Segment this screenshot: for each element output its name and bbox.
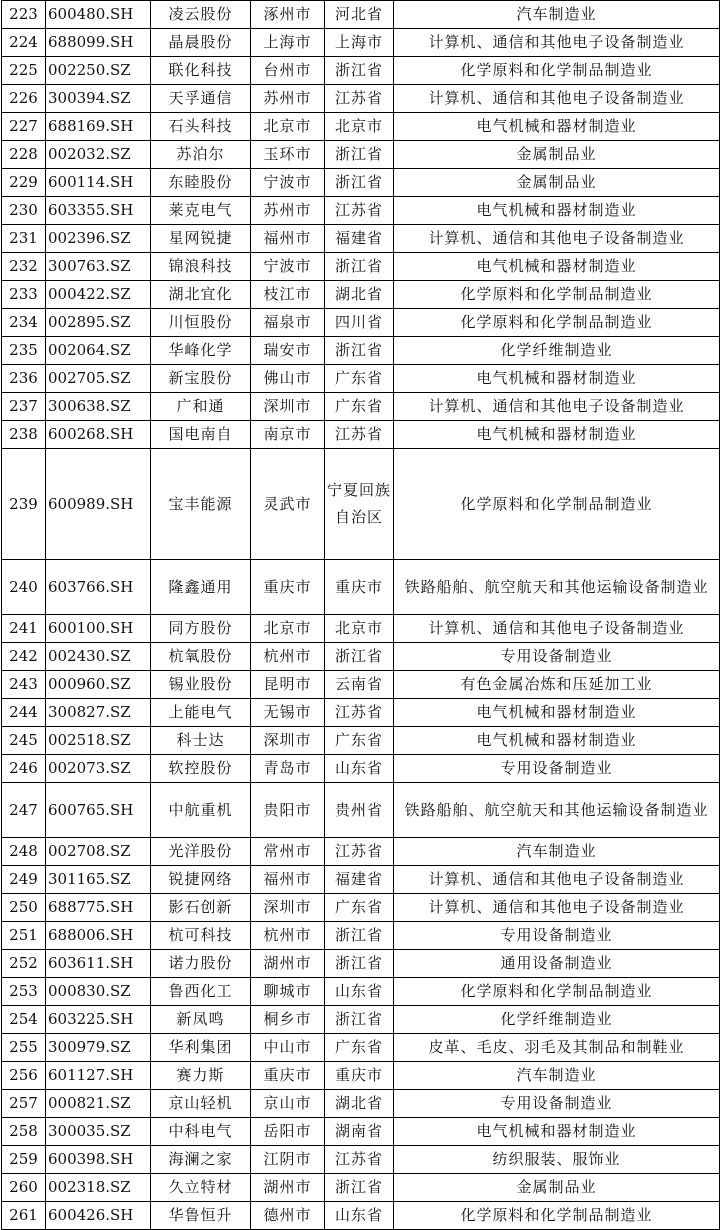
row-number: 233 [2,281,46,309]
province: 江苏省 [325,699,394,727]
table-row [2,783,720,838]
company-name: 同方股份 [151,615,251,643]
province: 江苏省 [325,197,394,225]
stock-code: 002705.SZ [46,365,151,393]
province: 浙江省 [325,1174,394,1202]
city: 深圳市 [251,894,325,922]
table-row [2,838,720,866]
stock-code: 688169.SH [46,113,151,141]
row-number: 234 [2,309,46,337]
company-name: 海澜之家 [151,1146,251,1174]
table-row [2,699,720,727]
stock-code: 002895.SZ [46,309,151,337]
row-number: 230 [2,197,46,225]
table-row [2,894,720,922]
city: 南京市 [251,421,325,449]
province: 江苏省 [325,85,394,113]
province: 北京市 [325,615,394,643]
company-name: 杭氧股份 [151,643,251,671]
industry: 皮革、毛皮、羽毛及其制品和制鞋业 [394,1034,720,1062]
industry: 电气机械和器材制造业 [394,253,720,281]
stock-code: 603225.SH [46,1006,151,1034]
stock-code: 600100.SH [46,615,151,643]
city: 深圳市 [251,727,325,755]
table-row [2,141,720,169]
industry: 铁路船舶、航空航天和其他运输设备制造业 [394,560,720,615]
industry: 专用设备制造业 [394,643,720,671]
table-row [2,253,720,281]
table-row [2,449,720,560]
row-number: 228 [2,141,46,169]
city: 枝江市 [251,281,325,309]
company-name: 锡业股份 [151,671,251,699]
industry: 电气机械和器材制造业 [394,1118,720,1146]
row-number: 225 [2,57,46,85]
table-row [2,1,720,29]
city: 昆明市 [251,671,325,699]
industry: 金属制品业 [394,141,720,169]
province: 重庆市 [325,1062,394,1090]
stock-code: 002064.SZ [46,337,151,365]
province: 福建省 [325,225,394,253]
stock-code: 300035.SZ [46,1118,151,1146]
company-name: 上能电气 [151,699,251,727]
province: 上海市 [325,29,394,57]
province: 广东省 [325,365,394,393]
province: 四川省 [325,309,394,337]
city: 佛山市 [251,365,325,393]
row-number: 227 [2,113,46,141]
company-name: 华鲁恒升 [151,1202,251,1230]
industry: 汽车制造业 [394,838,720,866]
stock-code: 002396.SZ [46,225,151,253]
industry: 电气机械和器材制造业 [394,421,720,449]
province: 浙江省 [325,253,394,281]
stock-code: 603355.SH [46,197,151,225]
province: 浙江省 [325,643,394,671]
industry: 化学原料和化学制品制造业 [394,1202,720,1230]
company-name: 天孚通信 [151,85,251,113]
company-name: 新凤鸣 [151,1006,251,1034]
industry: 有色金属冶炼和压延加工业 [394,671,720,699]
industry: 电气机械和器材制造业 [394,365,720,393]
industry: 金属制品业 [394,1174,720,1202]
company-name: 中航重机 [151,783,251,838]
industry: 通用设备制造业 [394,950,720,978]
row-number: 250 [2,894,46,922]
row-number: 244 [2,699,46,727]
industry: 计算机、通信和其他电子设备制造业 [394,393,720,421]
table-row [2,337,720,365]
stock-code: 000821.SZ [46,1090,151,1118]
company-name: 联化科技 [151,57,251,85]
city: 常州市 [251,838,325,866]
stock-code: 688099.SH [46,29,151,57]
stock-code: 000830.SZ [46,978,151,1006]
city: 瑞安市 [251,337,325,365]
row-number: 236 [2,365,46,393]
stock-code: 600114.SH [46,169,151,197]
row-number: 239 [2,449,46,560]
row-number: 246 [2,755,46,783]
city: 青岛市 [251,755,325,783]
row-number: 242 [2,643,46,671]
row-number: 254 [2,1006,46,1034]
stock-code: 002708.SZ [46,838,151,866]
province: 宁夏回族自治区 [325,449,394,560]
table-row [2,421,720,449]
industry: 化学原料和化学制品制造业 [394,57,720,85]
stock-code: 002032.SZ [46,141,151,169]
row-number: 253 [2,978,46,1006]
table-row [2,1006,720,1034]
industry: 电气机械和器材制造业 [394,197,720,225]
company-name: 中科电气 [151,1118,251,1146]
industry: 汽车制造业 [394,1062,720,1090]
table-row [2,113,720,141]
industry: 计算机、通信和其他电子设备制造业 [394,615,720,643]
row-number: 232 [2,253,46,281]
stock-code: 601127.SH [46,1062,151,1090]
company-name: 锦浪科技 [151,253,251,281]
industry: 计算机、通信和其他电子设备制造业 [394,85,720,113]
stock-code: 300763.SZ [46,253,151,281]
company-name: 新宝股份 [151,365,251,393]
industry: 专用设备制造业 [394,1090,720,1118]
row-number: 226 [2,85,46,113]
city: 中山市 [251,1034,325,1062]
stock-code: 600398.SH [46,1146,151,1174]
table-row [2,643,720,671]
company-name: 久立特材 [151,1174,251,1202]
table-row [2,1202,720,1230]
city: 聊城市 [251,978,325,1006]
industry: 电气机械和器材制造业 [394,699,720,727]
stock-code: 600268.SH [46,421,151,449]
company-name: 京山轻机 [151,1090,251,1118]
row-number: 257 [2,1090,46,1118]
company-name: 科士达 [151,727,251,755]
province: 浙江省 [325,169,394,197]
table-row [2,29,720,57]
table-row [2,1118,720,1146]
city: 杭州市 [251,922,325,950]
industry: 专用设备制造业 [394,755,720,783]
table-row [2,727,720,755]
table-row [2,1062,720,1090]
table-row [2,1174,720,1202]
table-row [2,57,720,85]
table-row [2,1034,720,1062]
industry: 计算机、通信和其他电子设备制造业 [394,29,720,57]
stock-code: 300638.SZ [46,393,151,421]
industry: 计算机、通信和其他电子设备制造业 [394,225,720,253]
table-row [2,169,720,197]
company-name: 杭可科技 [151,922,251,950]
city: 无锡市 [251,699,325,727]
industry: 计算机、通信和其他电子设备制造业 [394,866,720,894]
city: 北京市 [251,615,325,643]
company-name: 华峰化学 [151,337,251,365]
company-name: 锐捷网络 [151,866,251,894]
row-number: 237 [2,393,46,421]
province: 湖北省 [325,281,394,309]
table-row [2,615,720,643]
row-number: 243 [2,671,46,699]
province: 江苏省 [325,838,394,866]
industry: 专用设备制造业 [394,922,720,950]
city: 江阴市 [251,1146,325,1174]
stock-code: 603611.SH [46,950,151,978]
stock-code: 300979.SZ [46,1034,151,1062]
industry: 汽车制造业 [394,1,720,29]
table-row [2,365,720,393]
company-table [1,0,720,1230]
province: 广东省 [325,393,394,421]
province: 广东省 [325,727,394,755]
industry: 纺织服装、服饰业 [394,1146,720,1174]
province: 山东省 [325,755,394,783]
city: 德州市 [251,1202,325,1230]
table-row [2,755,720,783]
company-name: 软控股份 [151,755,251,783]
row-number: 260 [2,1174,46,1202]
province: 河北省 [325,1,394,29]
city: 福州市 [251,866,325,894]
row-number: 248 [2,838,46,866]
company-name: 国电南自 [151,421,251,449]
province: 浙江省 [325,922,394,950]
row-number: 240 [2,560,46,615]
table-row [2,197,720,225]
province: 山东省 [325,978,394,1006]
row-number: 231 [2,225,46,253]
city: 台州市 [251,57,325,85]
province: 广东省 [325,894,394,922]
city: 福州市 [251,225,325,253]
industry: 化学原料和化学制品制造业 [394,309,720,337]
city: 湖州市 [251,1174,325,1202]
industry: 化学原料和化学制品制造业 [394,449,720,560]
province: 浙江省 [325,141,394,169]
province: 福建省 [325,866,394,894]
company-name: 星网锐捷 [151,225,251,253]
stock-code: 300827.SZ [46,699,151,727]
company-name: 湖北宜化 [151,281,251,309]
table-row [2,1090,720,1118]
row-number: 256 [2,1062,46,1090]
table-row [2,393,720,421]
city: 湖州市 [251,950,325,978]
province: 云南省 [325,671,394,699]
industry: 化学原料和化学制品制造业 [394,978,720,1006]
province: 重庆市 [325,560,394,615]
stock-code: 603766.SH [46,560,151,615]
company-name: 莱克电气 [151,197,251,225]
row-number: 258 [2,1118,46,1146]
stock-code: 000960.SZ [46,671,151,699]
industry: 电气机械和器材制造业 [394,113,720,141]
city: 上海市 [251,29,325,57]
city: 宁波市 [251,169,325,197]
city: 桐乡市 [251,1006,325,1034]
company-name: 鲁西化工 [151,978,251,1006]
province: 浙江省 [325,337,394,365]
table-row [2,866,720,894]
table-row [2,225,720,253]
table-row [2,560,720,615]
row-number: 247 [2,783,46,838]
stock-code: 688775.SH [46,894,151,922]
industry: 化学纤维制造业 [394,1006,720,1034]
province: 江苏省 [325,1146,394,1174]
city: 涿州市 [251,1,325,29]
province: 江苏省 [325,421,394,449]
company-name: 石头科技 [151,113,251,141]
city: 苏州市 [251,197,325,225]
row-number: 241 [2,615,46,643]
stock-code: 002073.SZ [46,755,151,783]
company-name: 宝丰能源 [151,449,251,560]
row-number: 252 [2,950,46,978]
company-name: 赛力斯 [151,1062,251,1090]
city: 北京市 [251,113,325,141]
city: 重庆市 [251,560,325,615]
province: 湖北省 [325,1090,394,1118]
company-name: 东睦股份 [151,169,251,197]
company-name: 诺力股份 [151,950,251,978]
industry: 计算机、通信和其他电子设备制造业 [394,894,720,922]
province: 浙江省 [325,57,394,85]
city: 岳阳市 [251,1118,325,1146]
row-number: 251 [2,922,46,950]
table-row [2,309,720,337]
table-row [2,281,720,309]
stock-code: 002318.SZ [46,1174,151,1202]
company-name: 川恒股份 [151,309,251,337]
company-name: 凌云股份 [151,1,251,29]
city: 灵武市 [251,449,325,560]
table-row [2,1146,720,1174]
row-number: 255 [2,1034,46,1062]
industry: 铁路船舶、航空航天和其他运输设备制造业 [394,783,720,838]
city: 玉环市 [251,141,325,169]
company-name: 隆鑫通用 [151,560,251,615]
table-row [2,671,720,699]
industry: 电气机械和器材制造业 [394,727,720,755]
city: 深圳市 [251,393,325,421]
row-number: 245 [2,727,46,755]
province: 北京市 [325,113,394,141]
province: 浙江省 [325,950,394,978]
row-number: 261 [2,1202,46,1230]
city: 宁波市 [251,253,325,281]
company-table-body [2,1,720,1230]
company-name: 华利集团 [151,1034,251,1062]
city: 贵阳市 [251,783,325,838]
stock-code: 300394.SZ [46,85,151,113]
row-number: 249 [2,866,46,894]
industry: 化学原料和化学制品制造业 [394,281,720,309]
company-name: 广和通 [151,393,251,421]
company-name: 光洋股份 [151,838,251,866]
industry: 化学纤维制造业 [394,337,720,365]
province: 山东省 [325,1202,394,1230]
city: 重庆市 [251,1062,325,1090]
stock-code: 000422.SZ [46,281,151,309]
row-number: 238 [2,421,46,449]
company-name: 影石创新 [151,894,251,922]
stock-code: 002518.SZ [46,727,151,755]
city: 京山市 [251,1090,325,1118]
stock-code: 002250.SZ [46,57,151,85]
stock-code: 600480.SH [46,1,151,29]
table-row [2,85,720,113]
table-row [2,978,720,1006]
row-number: 229 [2,169,46,197]
company-name: 晶晨股份 [151,29,251,57]
row-number: 235 [2,337,46,365]
province: 湖南省 [325,1118,394,1146]
row-number: 223 [2,1,46,29]
province: 广东省 [325,1034,394,1062]
stock-code: 301165.SZ [46,866,151,894]
stock-code: 002430.SZ [46,643,151,671]
city: 杭州市 [251,643,325,671]
industry: 金属制品业 [394,169,720,197]
province: 浙江省 [325,1006,394,1034]
company-name: 苏泊尔 [151,141,251,169]
city: 福泉市 [251,309,325,337]
city: 苏州市 [251,85,325,113]
table-row [2,922,720,950]
province: 贵州省 [325,783,394,838]
stock-code: 600765.SH [46,783,151,838]
table-row [2,950,720,978]
row-number: 259 [2,1146,46,1174]
stock-code: 600426.SH [46,1202,151,1230]
stock-code: 688006.SH [46,922,151,950]
row-number: 224 [2,29,46,57]
stock-code: 600989.SH [46,449,151,560]
